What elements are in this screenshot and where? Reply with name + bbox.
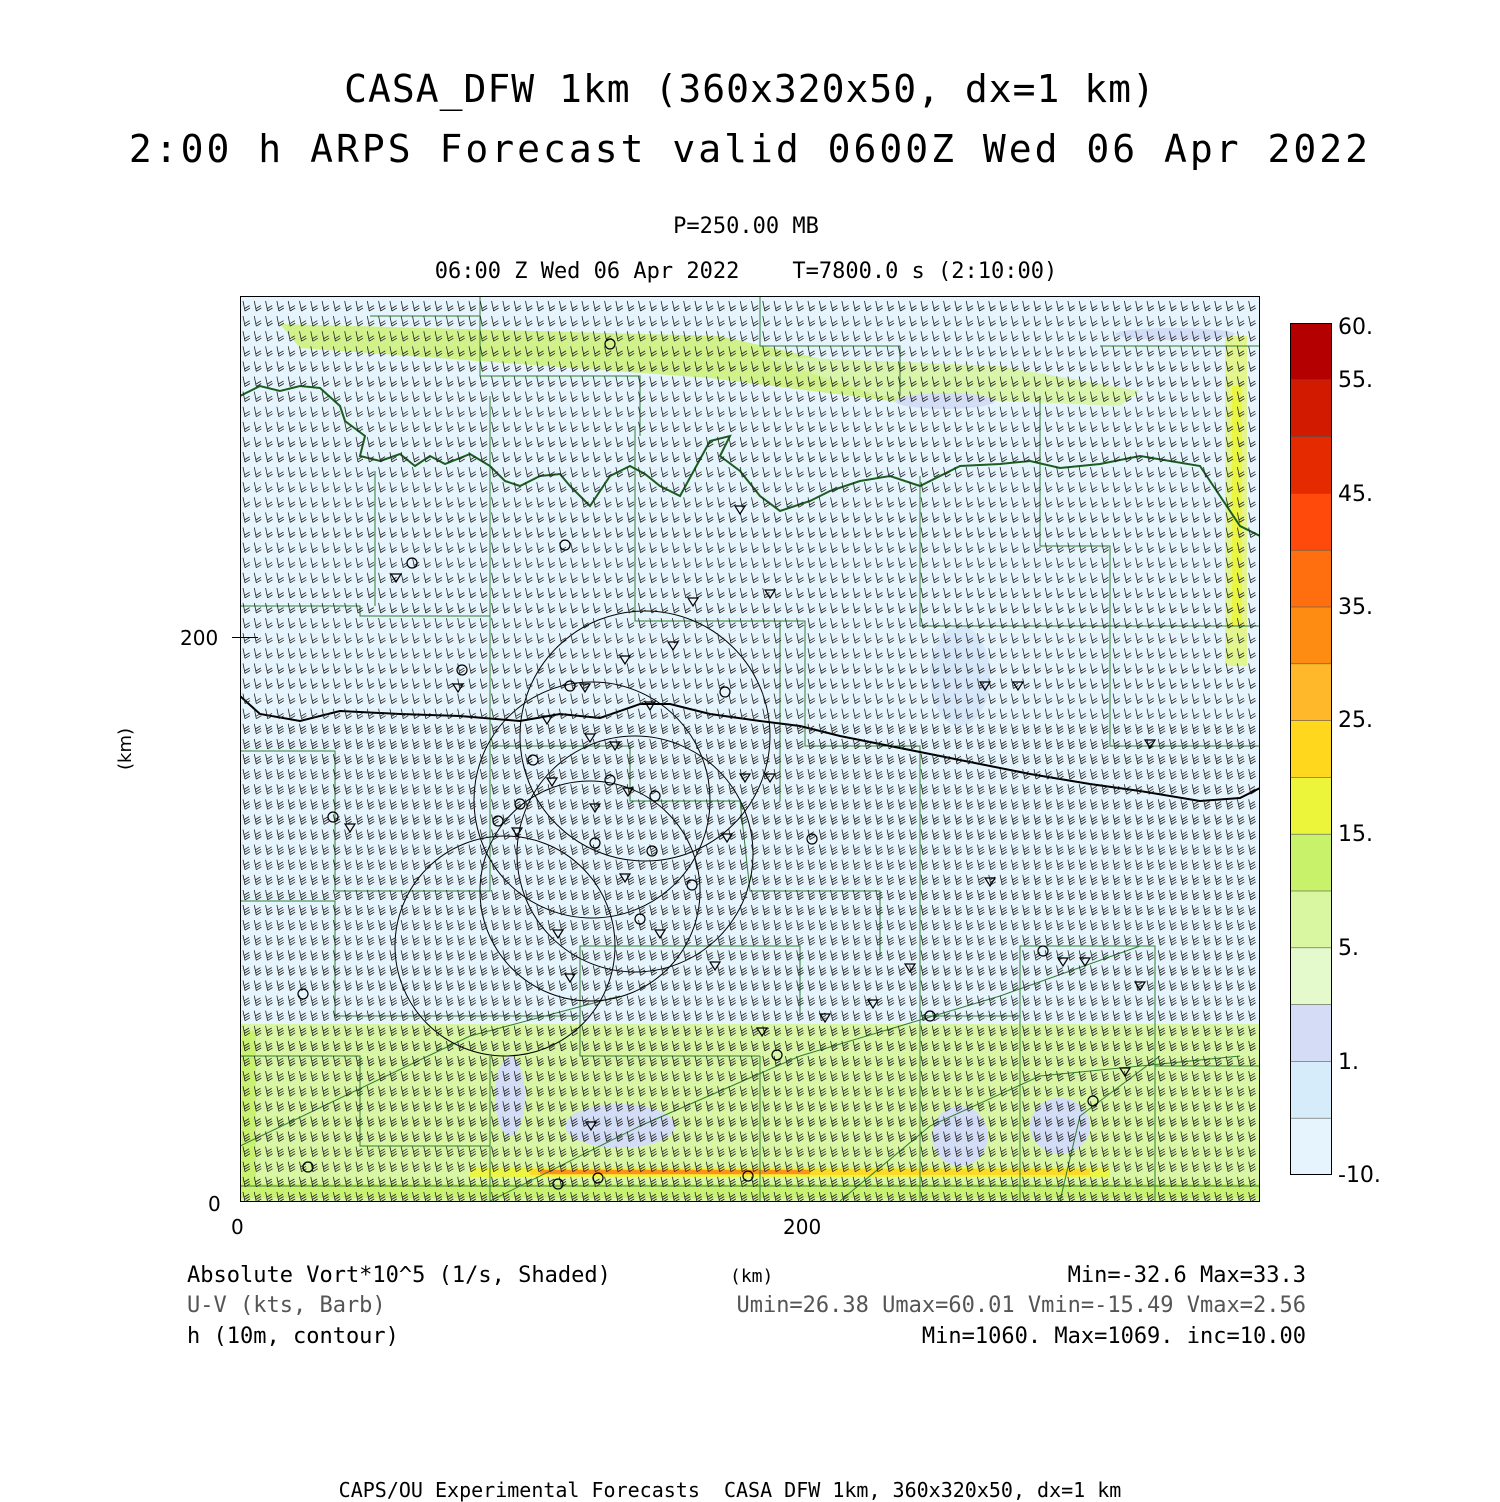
colorbar-label-55: 55. [1338,368,1373,393]
shade-east-edge-core [1232,386,1242,626]
colorbar [1290,323,1332,1175]
colorbar-label-60: 60. [1338,315,1373,340]
colorbar-cell [1290,493,1332,550]
x-tick-200: 200 [783,1215,822,1239]
colorbar-cell [1290,834,1332,891]
footer-credit: CAPS/OU Experimental Forecasts CASA DFW 1km, 360x320x50, dx=1 km [338,1478,1122,1502]
colorbar-cell [1290,891,1332,948]
x-tick-0: 0 [231,1215,244,1239]
colorbar-cell [1290,664,1332,721]
colorbar-cell [1290,437,1332,494]
colorbar-cell [1290,323,1332,380]
plot-title-line2: 2:00 h ARPS Forecast valid 0600Z Wed 06 Apr 2022 [128,127,1372,171]
colorbar-label-45: 45. [1338,482,1373,507]
colorbar-cell [1290,721,1332,778]
pressure-level: P=250.00 MB [673,214,819,239]
colorbar-label-neg10: -10. [1338,1163,1381,1188]
y-tick-200: 200 [180,626,219,650]
colorbar-label-35: 35. [1338,595,1373,620]
legend-field2-stats: Umin=26.38 Umax=60.01 Vmin=-15.49 Vmax=2.56 [736,1293,1306,1318]
legend-field3-name: h (10m, contour) [187,1324,399,1349]
colorbar-cell [1290,777,1332,834]
colorbar-cell [1290,1005,1332,1062]
colorbar-cell [1290,1118,1332,1175]
y-axis-label: (km) [115,727,136,770]
shade-blue-4 [565,1104,675,1148]
legend-field1-stats: Min=-32.6 Max=33.3 [1067,1263,1306,1288]
colorbar-label-15: 15. [1338,822,1373,847]
y-tick-0: 0 [208,1192,221,1216]
colorbar-cell [1290,948,1332,1005]
colorbar-label-1: 1. [1338,1050,1359,1075]
colorbar-label-5: 5. [1338,936,1359,961]
legend-field2-name: U-V (kts, Barb) [187,1293,386,1318]
legend-field1-name: Absolute Vort*10^5 (1/s, Shaded) [187,1263,611,1288]
plot-title-line1: CASA_DFW 1km (360x320x50, dx=1 km) [344,67,1156,111]
colorbar-label-25: 25. [1338,708,1373,733]
legend-field3-stats: Min=1060. Max=1069. inc=10.00 [921,1324,1306,1349]
x-axis-label: (km) [730,1266,774,1287]
map-panel [240,296,1260,1202]
valid-time: 06:00 Z Wed 06 Apr 2022 T=7800.0 s (2:10:00) [434,259,1058,284]
colorbar-cell [1290,607,1332,664]
colorbar-cell [1290,1061,1332,1118]
colorbar-cell [1290,550,1332,607]
y-tick-mark-200 [232,637,258,638]
colorbar-cell [1290,380,1332,437]
shade-south-maxhot [540,1170,810,1174]
